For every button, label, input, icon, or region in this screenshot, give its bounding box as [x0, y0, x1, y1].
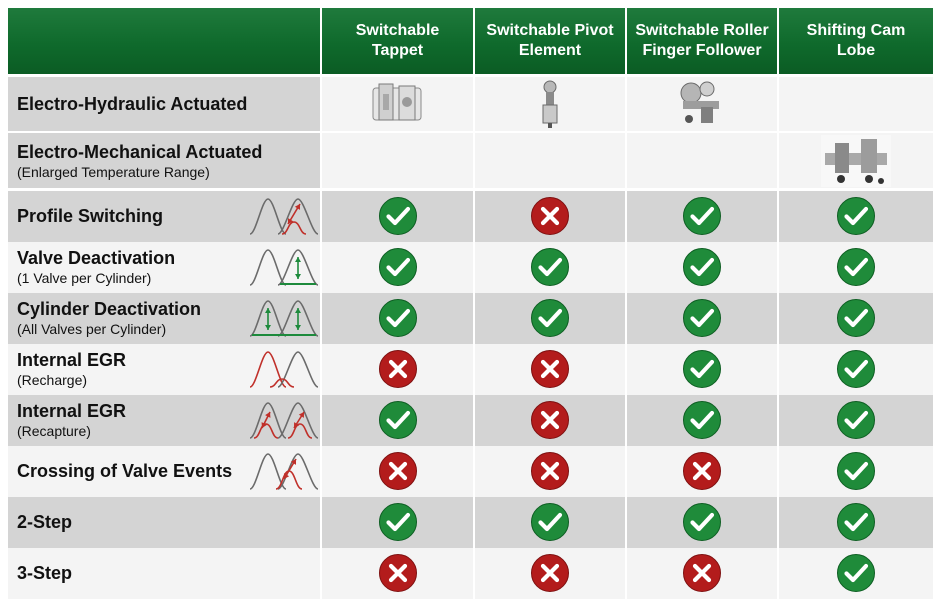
cross-icon [378, 349, 418, 389]
feature-title: Internal EGR [17, 401, 127, 422]
row-feature-8-label [8, 548, 320, 599]
cross-icon [682, 553, 722, 593]
column-header-line2: Lobe [836, 42, 876, 59]
row-subtitle: (Enlarged Temperature Range) [17, 163, 210, 180]
column-header-1 [322, 8, 473, 74]
switchable-pivot-element-image [535, 79, 565, 129]
column-header-line2: Tappet [371, 42, 424, 59]
check-icon [836, 196, 876, 236]
row-electro-hydraulic-cell-4 [779, 77, 933, 131]
check-icon [682, 298, 722, 338]
check-icon [836, 298, 876, 338]
check-icon [530, 247, 570, 287]
cross-icon [530, 349, 570, 389]
row-title: Electro-Hydraulic Actuated [17, 94, 248, 114]
column-header-line2: Finger Follower [642, 42, 762, 59]
row-electro-hydraulic-label [8, 77, 320, 131]
column-header-line1: Switchable Roller [635, 22, 769, 39]
cross-icon [530, 400, 570, 440]
check-icon [836, 553, 876, 593]
column-header-3 [627, 8, 777, 74]
row-electro-mechanical-cell-3 [627, 133, 777, 188]
feature-title: Valve Deactivation [17, 248, 176, 269]
header-corner [8, 8, 320, 74]
check-icon [530, 502, 570, 542]
check-icon [836, 400, 876, 440]
row-feature-7-label [8, 497, 320, 548]
valve-lift-diagram-icon [248, 398, 320, 442]
column-header-line2: Element [518, 42, 582, 59]
cross-icon [682, 451, 722, 491]
feature-title: Internal EGR [17, 350, 127, 371]
column-header-line1: Switchable [355, 22, 440, 39]
check-icon [682, 400, 722, 440]
column-header-line1: Shifting Cam [806, 22, 906, 39]
check-icon [682, 196, 722, 236]
feature-subtitle: (All Valves per Cylinder) [17, 321, 167, 338]
feature-title: 3-Step [17, 563, 73, 584]
feature-title: Cylinder Deactivation [17, 299, 202, 320]
column-header-2 [475, 8, 625, 74]
shifting-cam-lobe-image [821, 135, 891, 187]
column-header-4 [779, 8, 933, 74]
check-icon [836, 451, 876, 491]
valve-lift-diagram-icon [248, 296, 320, 340]
switchable-roller-finger-follower-image [677, 79, 727, 129]
check-icon [836, 247, 876, 287]
check-icon [682, 502, 722, 542]
check-icon [378, 502, 418, 542]
check-icon [836, 502, 876, 542]
feature-title: 2-Step [17, 512, 73, 533]
check-icon [682, 349, 722, 389]
row-electro-mechanical-label [8, 133, 320, 188]
feature-subtitle: (Recapture) [17, 423, 91, 440]
feature-title: Profile Switching [17, 206, 164, 227]
cross-icon [530, 196, 570, 236]
check-icon [378, 298, 418, 338]
cross-icon [378, 553, 418, 593]
cross-icon [530, 553, 570, 593]
feature-title: Crossing of Valve Events [17, 461, 233, 482]
check-icon [378, 400, 418, 440]
check-icon [836, 349, 876, 389]
cross-icon [378, 451, 418, 491]
valve-lift-diagram-icon [248, 449, 320, 493]
check-icon [378, 196, 418, 236]
column-header-line1: Switchable Pivot [486, 22, 614, 39]
feature-subtitle: (1 Valve per Cylinder) [17, 270, 152, 287]
cross-icon [530, 451, 570, 491]
check-icon [682, 247, 722, 287]
valve-lift-diagram-icon [248, 347, 320, 391]
row-electro-mechanical-cell-1 [322, 133, 473, 188]
row-electro-mechanical-cell-2 [475, 133, 625, 188]
valve-lift-diagram-icon [248, 194, 320, 238]
check-icon [530, 298, 570, 338]
feature-subtitle: (Recharge) [17, 372, 88, 389]
switchable-tappet-image [367, 80, 429, 128]
row-title: Electro-Mechanical Actuated [17, 141, 263, 162]
valve-lift-diagram-icon [248, 245, 320, 289]
check-icon [378, 247, 418, 287]
